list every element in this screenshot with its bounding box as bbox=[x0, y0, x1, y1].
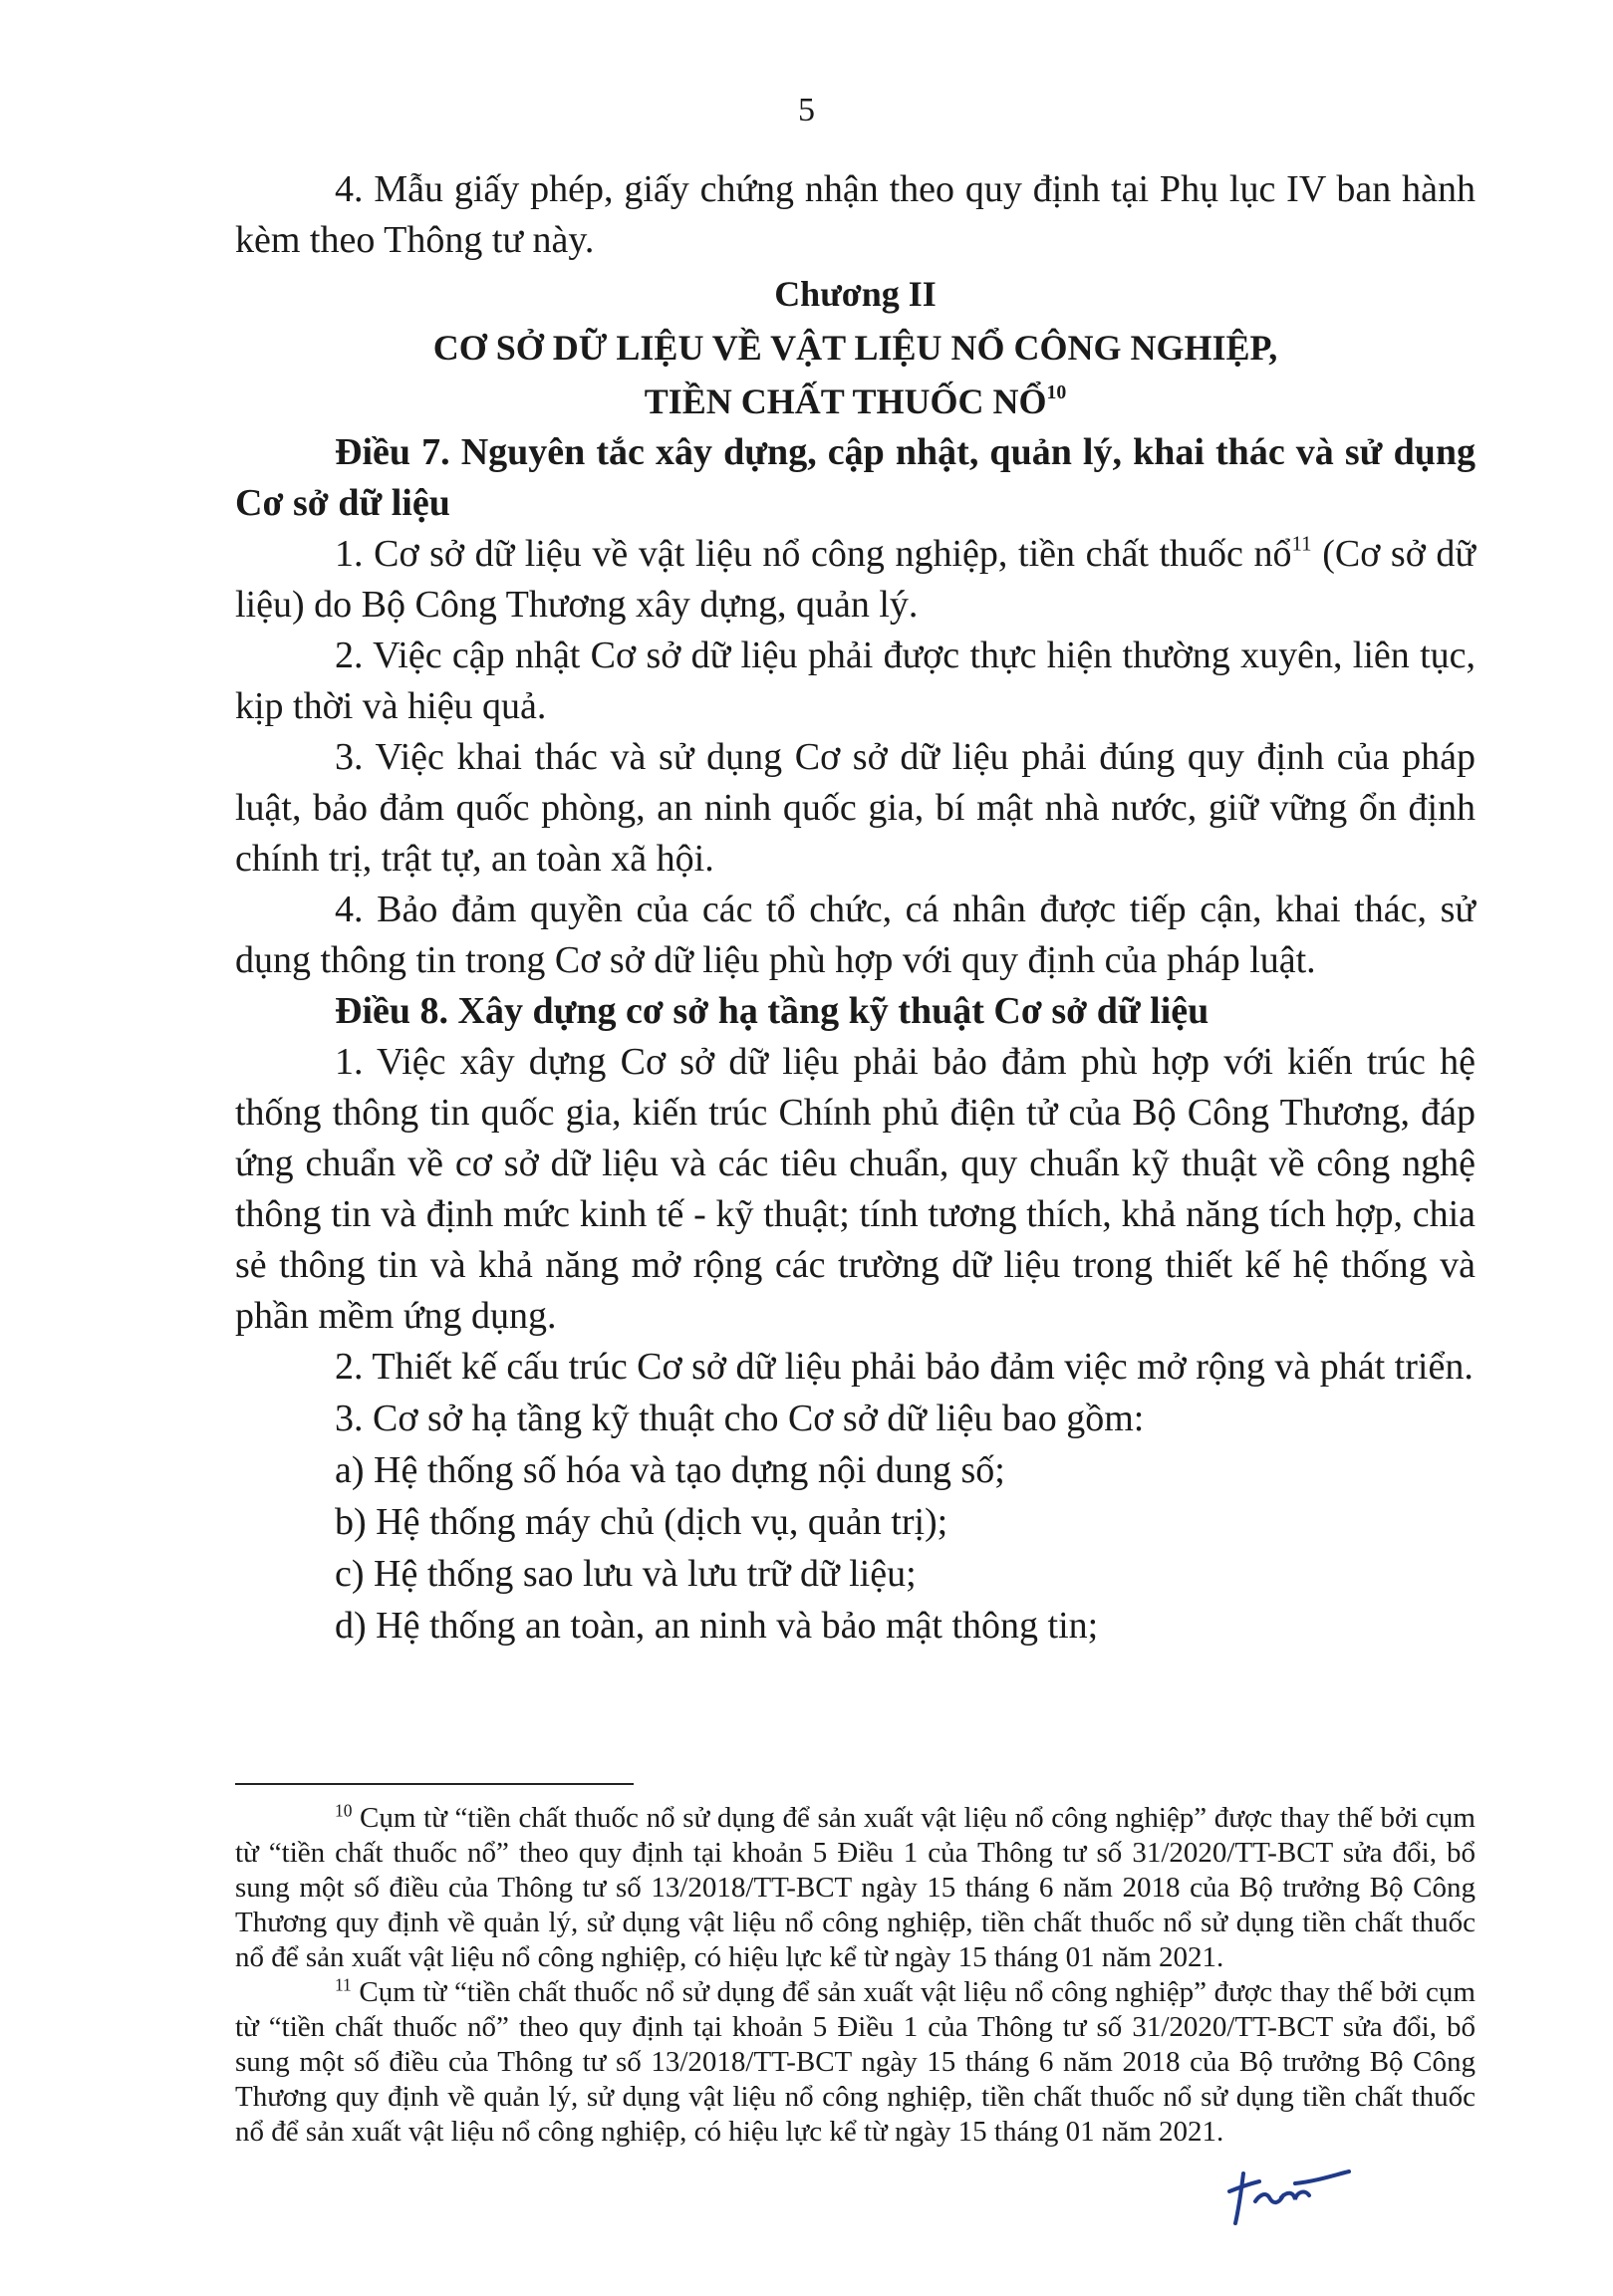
footnote-number: 10 bbox=[335, 1800, 353, 1821]
initials-stroke bbox=[1229, 2171, 1349, 2223]
clause-1-text-b: (Cơ sở dữ liệu) do Bộ Công Thương xây dựng, quản lý. bbox=[235, 533, 1476, 626]
article-7-clause-3: 3. Việc khai thác và sử dụng Cơ sở dữ liệu phải đúng quy định của pháp luật, bảo đảm quốc phòng, an ninh quốc gia, bí mật nhà nước, giữ vững ổn định chính trị, trật tự, an toàn xã hội. bbox=[235, 736, 1476, 880]
main-text bbox=[235, 164, 1476, 1652]
clause-1-text-a: 1. Cơ sở dữ liệu về vật liệu nổ công nghiệp, tiền chất thuốc nổ bbox=[335, 533, 1292, 575]
article-8-clause-1: 1. Việc xây dựng Cơ sở dữ liệu phải bảo đảm phù hợp với kiến trúc hệ thống thông tin quốc gia, kiến trúc Chính phủ điện tử của Bộ Công Thương, đáp ứng chuẩn về cơ sở dữ liệu và các tiêu chuẩn, quy chuẩn kỹ thuật về công nghệ thông tin và định mức kinh tế - kỹ thuật; tính tương thích, khả năng tích hợp, chia sẻ thông tin và khả năng mở rộng các trường dữ liệu trong thiết kế hệ thống và phần mềm ứng dụng. bbox=[235, 1041, 1476, 1337]
chapter-title-line-1: CƠ SỞ DỮ LIỆU VỀ VẬT LIỆU NỔ CÔNG NGHIỆP, bbox=[432, 328, 1278, 368]
footnote-ref-10: 10 bbox=[1046, 382, 1067, 404]
page-number: 5 bbox=[798, 92, 815, 128]
footnote-11 bbox=[235, 1975, 1476, 2150]
article-8-clause-3: 3. Cơ sở hạ tầng kỹ thuật cho Cơ sở dữ liệu bao gồm: bbox=[335, 1398, 1145, 1439]
handwritten-initials bbox=[1225, 2162, 1355, 2231]
article-8-item-d: d) Hệ thống an toàn, an ninh và bảo mật thông tin; bbox=[335, 1605, 1099, 1647]
footnote-separator bbox=[235, 1783, 634, 1785]
article-8-title: Điều 8. Xây dựng cơ sở hạ tầng kỹ thuật Cơ sở dữ liệu bbox=[335, 990, 1210, 1032]
article-7-clause-4: 4. Bảo đảm quyền của các tổ chức, cá nhân được tiếp cận, khai thác, sử dụng thông tin trong Cơ sở dữ liệu phù hợp với quy định của pháp luật. bbox=[235, 889, 1476, 981]
footnote-text: Cụm từ “tiền chất thuốc nổ sử dụng để sản xuất vật liệu nổ công nghiệp” được thay thế bởi cụm từ “tiền chất thuốc nổ” theo quy định tại khoản 5 Điều 1 của Thông tư số 31/2020/TT-BCT sửa đổi, bổ sung một số điều của Thông tư số 13/2018/TT-BCT ngày 15 tháng 6 năm 2018 của Bộ trưởng Bộ Công Thương quy định về quản lý, sử dụng vật liệu nổ công nghiệp, tiền chất thuốc nổ sử dụng tiền chất thuốc nổ để sản xuất vật liệu nổ công nghiệp, có hiệu lực kể từ ngày 15 tháng 01 năm 2021. bbox=[235, 1802, 1476, 1973]
article-8-item-c: c) Hệ thống sao lưu và lưu trữ dữ liệu; bbox=[335, 1553, 917, 1595]
article-7-clause-2: 2. Việc cập nhật Cơ sở dữ liệu phải được thực hiện thường xuyên, liên tục, kịp thời và hiệu quả. bbox=[235, 635, 1476, 727]
article-8-item-a: a) Hệ thống số hóa và tạo dựng nội dung số; bbox=[335, 1449, 1005, 1491]
article-8-item-b: b) Hệ thống máy chủ (dịch vụ, quản trị); bbox=[335, 1501, 948, 1543]
footnotes bbox=[235, 1801, 1476, 2150]
article-7-clause-1 bbox=[235, 529, 1476, 631]
footnote-number: 11 bbox=[335, 1974, 352, 1995]
footnote-10 bbox=[235, 1801, 1476, 1975]
footnote-text: Cụm từ “tiền chất thuốc nổ sử dụng để sản xuất vật liệu nổ công nghiệp” được thay thế bởi cụm từ “tiền chất thuốc nổ” theo quy định tại khoản 5 Điều 1 của Thông tư số 31/2020/TT-BCT sửa đổi, bổ sung một số điều của Thông tư số 13/2018/TT-BCT ngày 15 tháng 6 năm 2018 của Bộ trưởng Bộ Công Thương quy định về quản lý, sử dụng vật liệu nổ công nghiệp, tiền chất thuốc nổ sử dụng tiền chất thuốc nổ để sản xuất vật liệu nổ công nghiệp, có hiệu lực kể từ ngày 15 tháng 01 năm 2021. bbox=[235, 1976, 1476, 2148]
footnote-ref-11: 11 bbox=[1291, 531, 1312, 556]
chapter-heading: Chương II bbox=[774, 274, 937, 314]
paragraph-annex-iv: 4. Mẫu giấy phép, giấy chứng nhận theo quy định tại Phụ lục IV ban hành kèm theo Thông tư này. bbox=[235, 168, 1476, 261]
chapter-title-line-2 bbox=[235, 376, 1476, 427]
article-8-clause-2: 2. Thiết kế cấu trúc Cơ sở dữ liệu phải bảo đảm việc mở rộng và phát triển. bbox=[335, 1346, 1474, 1388]
article-7-title: Điều 7. Nguyên tắc xây dựng, cập nhật, quản lý, khai thác và sử dụng Cơ sở dữ liệu bbox=[235, 431, 1476, 524]
chapter-title-text: TIỀN CHẤT THUỐC NỔ bbox=[644, 382, 1047, 421]
